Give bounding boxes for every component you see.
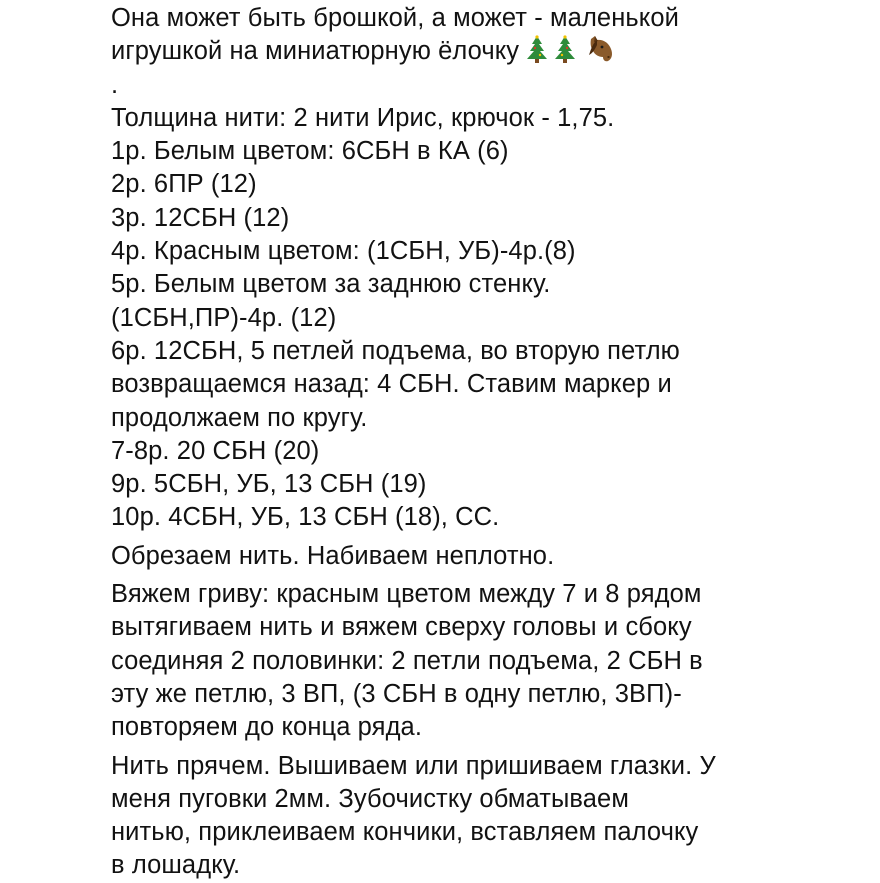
text-line-5: 1р. Белым цветом: 6СБН в КА (6) <box>111 137 509 166</box>
text-line-11: 6р. 12СБН, 5 петлей подъема, во вторую петлю <box>111 336 680 365</box>
christmas-tree-icon <box>553 35 577 63</box>
text-line-22: повторяем до конца ряда. <box>111 713 423 742</box>
text-line-6: 2р. 6ПР (12) <box>111 170 257 199</box>
text-line-4: Толщина нити: 2 нити Ирис, крючок - 1,75. <box>111 103 615 132</box>
instruction-text <box>111 2 871 883</box>
text-line-8: 4р. Красным цветом: (1СБН, УБ)-4р.(8) <box>111 237 576 266</box>
text-line-19: вытягиваем нить и вяжем сверху головы и сбоку <box>111 613 692 642</box>
text-line-25: нитью, приклеиваем кончики, вставляем палочку <box>111 818 699 847</box>
text-line-18: Вяжем гриву: красным цветом между 7 и 8 рядом <box>111 580 702 609</box>
text-line-23: Нить прячем. Вышиваем или пришиваем глазки. У <box>111 751 716 780</box>
text-line-14: 7-8р. 20 СБН (20) <box>111 436 320 465</box>
text-line-10: (1СБН,ПР)-4р. (12) <box>111 303 337 332</box>
text-line-15: 9р. 5СБН, УБ, 13 СБН (19) <box>111 470 427 499</box>
text-line-16: 10р. 4СБН, УБ, 13 СБН (18), СС. <box>111 503 500 532</box>
text-line-20: соединяя 2 половинки: 2 петли подъема, 2 СБН в <box>111 646 703 675</box>
text-line-21: эту же петлю, 3 ВП, (3 СБН в одну петлю, 3ВП)- <box>111 679 682 708</box>
text-line-12: возвращаемся назад: 4 СБН. Ставим маркер и <box>111 370 672 399</box>
text-line-13: продолжаем по кругу. <box>111 403 368 432</box>
text-line-2: игрушкой на миниатюрную ёлочку <box>111 35 871 68</box>
text-line-24: меня пуговки 2мм. Зубочистку обматываем <box>111 784 629 813</box>
horse-face-icon <box>585 35 615 63</box>
text-line-7: 3р. 12СБН (12) <box>111 203 290 232</box>
christmas-tree-icon <box>525 35 549 63</box>
text-line-17: Обрезаем нить. Набиваем неплотно. <box>111 541 555 570</box>
text-line-26: в лошадку. <box>111 851 241 880</box>
text-line-3: . <box>111 70 119 99</box>
text-line-9: 5р. Белым цветом за заднюю стенку. <box>111 270 551 299</box>
text-line-1: Она может быть брошкой, а может - маленькой <box>111 4 679 32</box>
